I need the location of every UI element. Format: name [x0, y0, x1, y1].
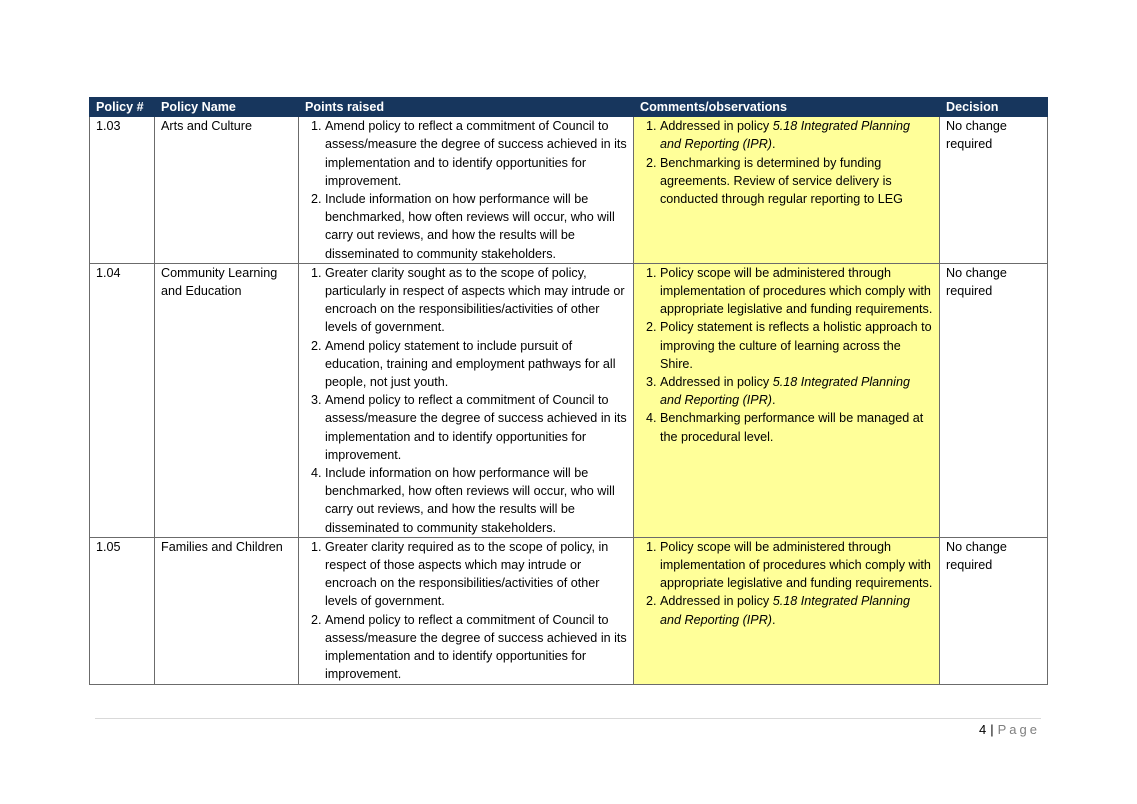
comments-list: [640, 538, 933, 629]
points-list: [305, 538, 627, 684]
policy-reference: 5.18 Integrated Planning and Reporting (IPR): [660, 119, 910, 152]
comment-item: [660, 264, 933, 319]
table-row: [90, 263, 1048, 537]
point-item: 4. Include information on how performance will be benchmarked, how often reviews will occur, who will carry out reviews, and how the results will be disseminated to community stakeholders.: [325, 464, 627, 537]
policy-review-table: [89, 97, 1048, 685]
points-list: [305, 117, 627, 263]
points-raised: [299, 537, 634, 684]
point-item: 1. Greater clarity sought as to the scope of policy, particularly in respect of aspects which may intrude or encroach on the responsibilities/activities of other levels of government.: [325, 264, 627, 337]
comments-list: [640, 264, 933, 446]
comment-item: [660, 154, 933, 209]
comment-item: [660, 318, 933, 373]
footer-separator: |: [990, 722, 994, 737]
decision: No change required: [940, 117, 1048, 264]
header-policy-number: Policy #: [90, 98, 155, 117]
header-comments: Comments/observations: [634, 98, 940, 117]
policy-name: Community Learning and Education: [155, 263, 299, 537]
comments-observations: [634, 537, 940, 684]
page-number: 4: [979, 722, 987, 737]
points-raised: [299, 263, 634, 537]
policy-name: Arts and Culture: [155, 117, 299, 264]
comment-suffix: .: [772, 393, 776, 408]
comment-text: Policy statement is reflects a holistic approach to improving the culture of learning across the Shire.: [660, 320, 932, 371]
page-label: Page: [997, 722, 1040, 737]
points-list: [305, 264, 627, 537]
policy-number: 1.04: [90, 263, 155, 537]
comments-list: [640, 117, 933, 208]
comment-item: [660, 373, 933, 409]
comment-suffix: .: [772, 612, 776, 627]
header-decision: Decision: [940, 98, 1048, 117]
comments-observations: [634, 263, 940, 537]
decision: No change required: [940, 537, 1048, 684]
table-header-row: [90, 98, 1048, 117]
comment-text: Addressed in policy: [660, 375, 773, 390]
decision: No change required: [940, 263, 1048, 537]
comment-item: [660, 592, 933, 628]
comment-text: Addressed in policy: [660, 594, 773, 609]
comment-item: [660, 409, 933, 445]
comment-text: Addressed in policy: [660, 119, 773, 134]
header-points-raised: Points raised: [299, 98, 634, 117]
comment-text: Benchmarking is determined by funding agreements. Review of service delivery is conducted through regular reporting to LEG: [660, 155, 903, 207]
comment-suffix: .: [772, 137, 776, 152]
table-row: [90, 537, 1048, 684]
policy-number: 1.03: [90, 117, 155, 264]
comment-text: Policy scope will be administered through implementation of procedures which comply with appropriate legislative and funding requirements.: [660, 265, 933, 317]
policy-name: Families and Children: [155, 537, 299, 684]
point-item: 1. Amend policy to reflect a commitment of Council to assess/measure the degree of success achieved in its implementation and to identify opportunities for improvement.: [325, 117, 627, 190]
comment-item: [660, 117, 933, 153]
points-raised: [299, 117, 634, 264]
comments-observations: [634, 117, 940, 264]
footer-divider: [95, 718, 1041, 719]
comment-text: Policy scope will be administered through implementation of procedures which comply with appropriate legislative and funding requirements.: [660, 539, 933, 591]
comment-text: Benchmarking performance will be managed at the procedural level.: [660, 411, 924, 444]
policy-reference: 5.18 Integrated Planning and Reporting (IPR): [660, 375, 910, 408]
point-item: 2. Amend policy statement to include pursuit of education, training and employment pathways for all people, not just youth.: [325, 337, 627, 392]
point-item: 2. Amend policy to reflect a commitment of Council to assess/measure the degree of success achieved in its implementation and to identify opportunities for improvement.: [325, 611, 627, 684]
page-footer: [960, 722, 1040, 737]
comment-item: [660, 538, 933, 593]
point-item: 2. Include information on how performance will be benchmarked, how often reviews will occur, who will carry out reviews, and how the results will be disseminated to community stakeholders.: [325, 190, 627, 263]
policy-reference: 5.18 Integrated Planning and Reporting (IPR): [660, 594, 910, 627]
point-item: 3. Amend policy to reflect a commitment of Council to assess/measure the degree of success achieved in its implementation and to identify opportunities for improvement.: [325, 391, 627, 464]
policy-number: 1.05: [90, 537, 155, 684]
table-row: [90, 117, 1048, 264]
header-policy-name: Policy Name: [155, 98, 299, 117]
point-item: 1. Greater clarity required as to the scope of policy, in respect of those aspects which may intrude or encroach on the responsibilities/activities of other levels of government.: [325, 538, 627, 611]
